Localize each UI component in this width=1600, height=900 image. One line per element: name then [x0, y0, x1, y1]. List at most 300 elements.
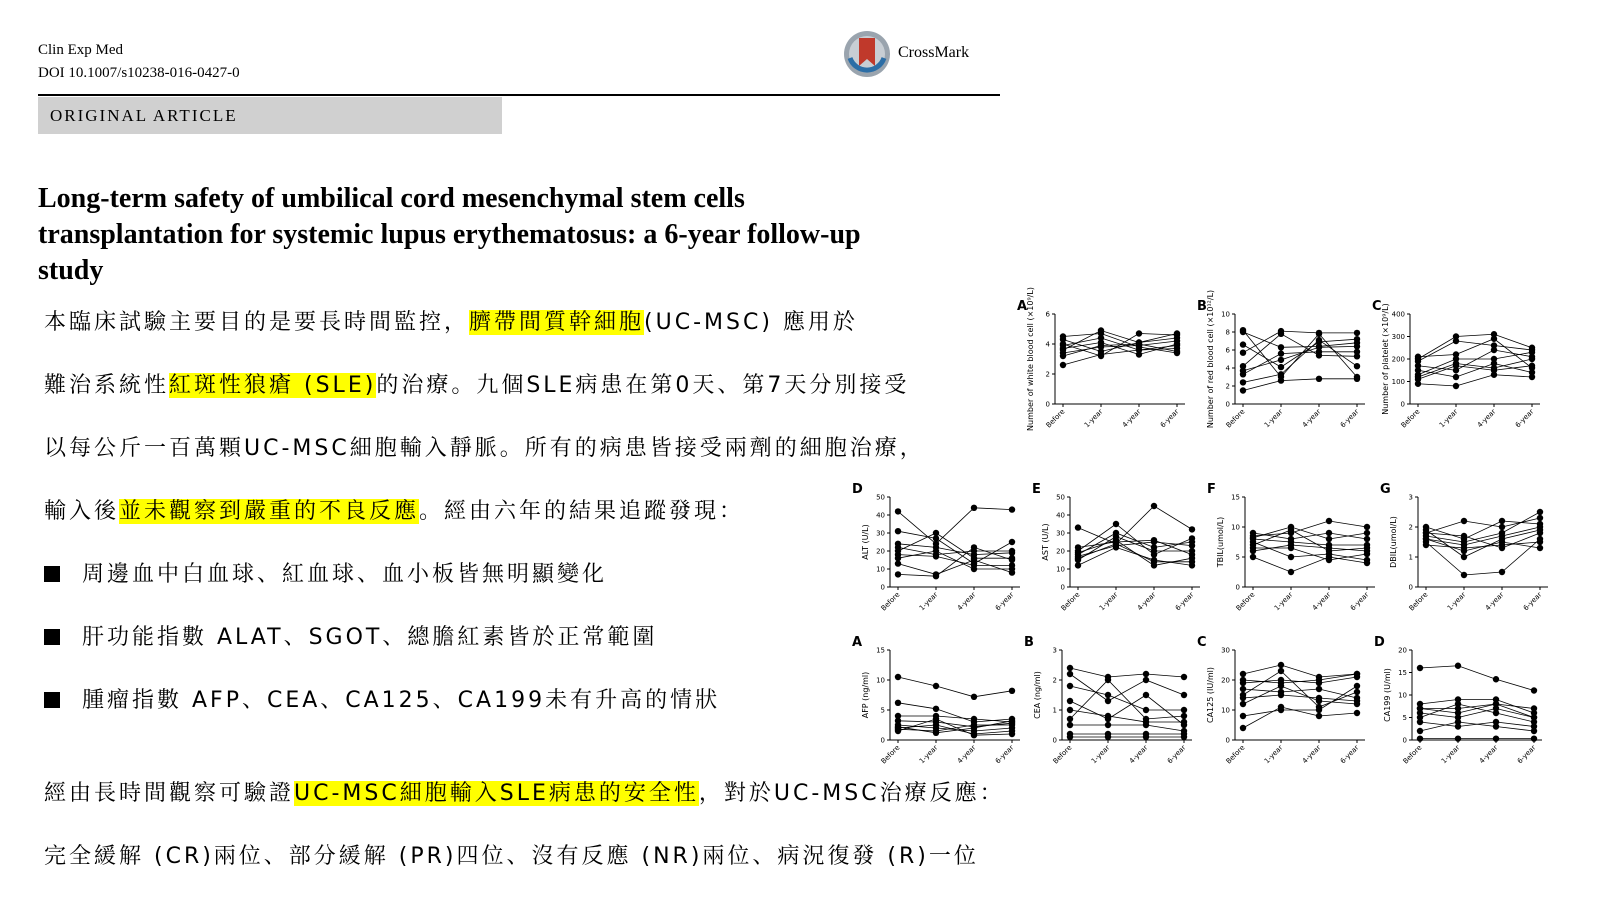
data-point	[1060, 362, 1066, 368]
data-point	[1326, 518, 1332, 524]
data-point	[1189, 559, 1195, 565]
series-line	[1070, 686, 1184, 710]
data-point	[933, 530, 939, 536]
data-point	[1453, 383, 1459, 389]
data-point	[1240, 725, 1246, 731]
data-point	[1529, 356, 1535, 362]
data-point	[1288, 536, 1294, 542]
data-point	[1364, 542, 1370, 548]
x-tick-label: 4-year	[1127, 743, 1150, 766]
series-line	[1078, 547, 1192, 565]
p1-text-b: (UC-MSC) 應用於	[644, 310, 858, 335]
x-tick-label: 4-year	[955, 590, 978, 613]
data-point	[1105, 734, 1111, 740]
data-point	[1240, 701, 1246, 707]
y-tick-label: 10	[1231, 523, 1240, 532]
paragraph-1	[44, 305, 858, 336]
data-point	[1278, 357, 1284, 363]
y-tick-label: 30	[1056, 529, 1065, 538]
p2-highlight: 紅斑性狼瘡 (SLE)	[169, 373, 377, 398]
y-tick-label: 0	[1052, 736, 1057, 745]
y-tick-label: 0	[1225, 400, 1230, 409]
chart-panel-a	[1015, 287, 1195, 453]
data-point	[971, 566, 977, 572]
data-point	[1417, 719, 1423, 725]
data-point	[1240, 387, 1246, 393]
chart-panel-f	[1205, 483, 1385, 636]
data-point	[1288, 530, 1294, 536]
data-point	[1143, 671, 1149, 677]
y-tick-label: 300	[1391, 333, 1405, 341]
data-point	[1098, 342, 1104, 348]
series-line	[898, 677, 1012, 697]
data-point	[1181, 692, 1187, 698]
data-point	[933, 683, 939, 689]
x-tick-label: 4-year	[1310, 590, 1333, 613]
data-point	[1364, 548, 1370, 554]
data-point	[1240, 327, 1246, 333]
chart-svg	[1015, 287, 1195, 449]
data-point	[1278, 371, 1284, 377]
article-type-band	[38, 97, 502, 134]
data-point	[1136, 351, 1142, 357]
journal-name: Clin Exp Med	[38, 42, 123, 58]
p4-text-b: 。經由六年的結果追蹤發現：	[419, 499, 745, 524]
data-point	[1240, 363, 1246, 369]
data-point	[895, 560, 901, 566]
y-tick-label: 8	[1225, 328, 1230, 337]
series-line	[1418, 341, 1532, 361]
p2-text-a: 難治系統性	[44, 373, 170, 398]
y-tick-label: 10	[1056, 565, 1065, 574]
y-tick-label: 0	[1045, 400, 1050, 409]
paragraph-3	[44, 431, 925, 462]
data-point	[1493, 701, 1499, 707]
data-point	[1531, 687, 1537, 693]
series-line	[1070, 725, 1184, 731]
data-point	[1098, 330, 1104, 336]
y-tick-label: 15	[876, 646, 885, 655]
data-point	[933, 730, 939, 736]
p1-highlight: 臍帶間質幹細胞	[469, 310, 645, 335]
data-point	[1364, 530, 1370, 536]
panel-letter: G	[1380, 482, 1391, 497]
data-point	[1354, 330, 1360, 336]
data-point	[1278, 328, 1284, 334]
data-point	[1075, 555, 1081, 561]
x-tick-label: 1-year	[1082, 407, 1105, 430]
chart-panel-d	[1372, 636, 1552, 789]
bullet-text: 周邊血中白血球、紅血球、血小板皆無明顯變化	[82, 562, 608, 587]
data-point	[1113, 521, 1119, 527]
data-point	[1189, 526, 1195, 532]
data-point	[1250, 554, 1256, 560]
data-point	[1423, 530, 1429, 536]
data-point	[1354, 698, 1360, 704]
series-line	[898, 703, 1012, 722]
chart-svg	[1372, 636, 1552, 785]
data-point	[1354, 349, 1360, 355]
data-point	[1113, 530, 1119, 536]
data-point	[1491, 365, 1497, 371]
y-axis-label: CA125 (IU/ml)	[1206, 666, 1215, 724]
panel-letter: F	[1207, 482, 1216, 497]
data-point	[1461, 542, 1467, 548]
data-point	[1354, 363, 1360, 369]
data-point	[1326, 536, 1332, 542]
data-point	[1455, 710, 1461, 716]
data-point	[1423, 536, 1429, 542]
series-line	[1078, 544, 1192, 562]
data-point	[1278, 704, 1284, 710]
p3-text: 以每公斤一百萬顆UC-MSC細胞輸入靜脈。所有的病患皆接受兩劑的細胞治療，	[44, 436, 925, 461]
y-tick-label: 30	[1221, 646, 1230, 655]
y-tick-label: 3	[1052, 646, 1057, 655]
chart-svg	[1022, 636, 1202, 785]
data-point	[1529, 347, 1535, 353]
data-point	[971, 725, 977, 731]
data-point	[1240, 686, 1246, 692]
data-point	[1174, 330, 1180, 336]
data-point	[1316, 707, 1322, 713]
series-line	[1253, 539, 1367, 545]
x-tick-label: Before	[879, 590, 902, 613]
series-line	[1078, 524, 1192, 555]
data-point	[971, 694, 977, 700]
data-point	[1316, 337, 1322, 343]
data-point	[1143, 677, 1149, 683]
paragraph-2	[44, 368, 909, 399]
bullet-square-icon	[44, 566, 60, 582]
panel-letter: D	[852, 482, 863, 497]
data-point	[1316, 680, 1322, 686]
y-tick-label: 30	[876, 529, 885, 538]
data-point	[1181, 719, 1187, 725]
data-point	[895, 571, 901, 577]
y-tick-label: 0	[1060, 583, 1065, 592]
data-point	[1364, 524, 1370, 530]
series-line	[1426, 512, 1540, 542]
data-point	[1143, 692, 1149, 698]
chart-svg	[850, 636, 1030, 785]
data-point	[1364, 557, 1370, 563]
data-point	[971, 732, 977, 738]
series-line	[1078, 506, 1192, 544]
series-line	[1420, 722, 1534, 731]
series-line	[1253, 557, 1367, 572]
data-point	[1461, 533, 1467, 539]
data-point	[1288, 569, 1294, 575]
series-line	[1418, 350, 1532, 370]
data-point	[1174, 341, 1180, 347]
data-point	[1240, 695, 1246, 701]
x-tick-label: 4-year	[1475, 407, 1498, 430]
data-point	[1240, 379, 1246, 385]
x-tick-label: 1-year	[1262, 743, 1285, 766]
data-point	[1143, 734, 1149, 740]
panel-letter: B	[1197, 299, 1207, 314]
data-point	[1151, 537, 1157, 543]
data-point	[1278, 668, 1284, 674]
data-point	[1415, 358, 1421, 364]
data-point	[1189, 539, 1195, 545]
data-point	[1529, 369, 1535, 375]
y-tick-label: 10	[1221, 310, 1230, 319]
data-point	[971, 716, 977, 722]
x-tick-label: 6-year	[993, 743, 1016, 766]
x-tick-label: Before	[1224, 407, 1247, 430]
paragraph-4	[44, 494, 744, 525]
y-tick-label: 5	[1235, 553, 1240, 562]
data-point	[1075, 544, 1081, 550]
p6-text: 完全緩解 (CR)兩位、部分緩解 (PR)四位、沒有反應 (NR)兩位、病況復發 (R)一位	[44, 844, 979, 869]
x-tick-label: 1-year	[917, 743, 940, 766]
y-tick-label: 50	[876, 493, 885, 502]
data-point	[1105, 698, 1111, 704]
data-point	[1067, 683, 1073, 689]
x-tick-label: 6-year	[1338, 743, 1361, 766]
data-point	[1326, 551, 1332, 557]
data-point	[1009, 688, 1015, 694]
y-tick-label: 2	[1045, 370, 1050, 379]
x-tick-label: 6-year	[1165, 743, 1188, 766]
series-line	[1243, 677, 1357, 683]
data-point	[1181, 707, 1187, 713]
data-point	[1423, 524, 1429, 530]
chart-svg	[1030, 483, 1210, 632]
data-point	[971, 505, 977, 511]
series-line	[1070, 674, 1184, 701]
data-point	[1009, 557, 1015, 563]
p2-text-b: 的治療。九個SLE病患在第0天、第7天分別接受	[376, 373, 910, 398]
chart-svg	[1370, 300, 1550, 449]
data-point	[1455, 663, 1461, 669]
chart-panel-b	[1195, 289, 1375, 453]
series-line	[1253, 521, 1367, 536]
data-point	[1009, 506, 1015, 512]
panel-letter: A	[852, 635, 863, 650]
x-tick-label: 6-year	[993, 590, 1016, 613]
data-point	[1105, 692, 1111, 698]
data-point	[1499, 518, 1505, 524]
data-point	[1423, 542, 1429, 548]
data-point	[1316, 713, 1322, 719]
data-point	[1240, 680, 1246, 686]
data-point	[1240, 713, 1246, 719]
data-point	[1537, 545, 1543, 551]
data-point	[1181, 674, 1187, 680]
y-tick-label: 0	[1402, 736, 1407, 745]
y-tick-label: 20	[1221, 676, 1230, 685]
data-point	[1067, 671, 1073, 677]
chart-panel-g	[1378, 483, 1558, 636]
x-tick-label: 6-year	[1158, 407, 1181, 430]
data-point	[1067, 707, 1073, 713]
data-point	[933, 544, 939, 550]
data-point	[971, 544, 977, 550]
y-tick-label: 40	[1056, 511, 1065, 520]
y-tick-label: 50	[1056, 493, 1065, 502]
y-tick-label: 20	[1056, 547, 1065, 556]
data-point	[933, 716, 939, 722]
x-tick-label: 4-year	[1477, 743, 1500, 766]
data-point	[895, 528, 901, 534]
x-tick-label: Before	[1224, 743, 1247, 766]
header-rule	[38, 94, 1000, 96]
y-tick-label: 2	[1408, 523, 1413, 532]
data-point	[1531, 735, 1537, 741]
p5-highlight: UC-MSC細胞輸入SLE病患的安全性	[294, 781, 699, 806]
x-tick-label: 1-year	[917, 590, 940, 613]
chart-svg	[1195, 636, 1375, 785]
series-line	[1070, 668, 1184, 677]
data-point	[1316, 695, 1322, 701]
data-point	[1316, 376, 1322, 382]
data-point	[1354, 710, 1360, 716]
article-type: ORIGINAL ARTICLE	[50, 106, 238, 125]
data-point	[1181, 734, 1187, 740]
data-point	[1537, 530, 1543, 536]
crossmark-badge[interactable]	[842, 28, 1002, 80]
data-point	[1453, 374, 1459, 380]
data-point	[1316, 349, 1322, 355]
data-point	[1493, 723, 1499, 729]
x-tick-label: 1-year	[1272, 590, 1295, 613]
y-tick-label: 4	[1225, 364, 1230, 373]
data-point	[1415, 374, 1421, 380]
data-point	[1136, 341, 1142, 347]
x-tick-label: 1-year	[1439, 743, 1462, 766]
series-line	[1253, 527, 1367, 539]
data-point	[1453, 367, 1459, 373]
data-point	[1417, 705, 1423, 711]
data-point	[1417, 665, 1423, 671]
data-point	[1009, 718, 1015, 724]
data-point	[1461, 518, 1467, 524]
y-tick-label: 5	[1402, 714, 1407, 722]
panel-letter: E	[1032, 482, 1041, 497]
data-point	[1499, 545, 1505, 551]
x-tick-label: Before	[1044, 407, 1067, 430]
data-point	[1060, 345, 1066, 351]
x-tick-label: Before	[879, 743, 902, 766]
bullet-text: 肝功能指數 ALAT、SGOT、總膽紅素皆於正常範圍	[82, 625, 658, 650]
y-axis-label: Number of platelet (×10⁹/L)	[1381, 303, 1390, 415]
y-tick-label: 15	[1231, 493, 1240, 502]
x-tick-label: 1-year	[1089, 743, 1112, 766]
p4-text-a: 輸入後	[44, 499, 120, 524]
data-point	[1493, 676, 1499, 682]
data-point	[1240, 350, 1246, 356]
y-axis-label: CA199 (U/ml)	[1383, 668, 1392, 722]
y-axis-label: CEA (ng/ml)	[1033, 671, 1042, 719]
data-point	[895, 541, 901, 547]
data-point	[1278, 692, 1284, 698]
data-point	[1278, 662, 1284, 668]
data-point	[1316, 331, 1322, 337]
data-point	[1455, 719, 1461, 725]
chart-panel-b	[1022, 636, 1202, 789]
data-point	[1326, 530, 1332, 536]
x-tick-label: 4-year	[1483, 590, 1506, 613]
p1-text-a: 本臨床試驗主要目的是要長時間監控，	[44, 310, 470, 335]
x-tick-label: 4-year	[1300, 407, 1323, 430]
data-point	[1453, 360, 1459, 366]
bullet-3	[44, 683, 720, 714]
data-point	[1105, 722, 1111, 728]
x-tick-label: Before	[1399, 407, 1422, 430]
x-tick-label: 6-year	[1338, 407, 1361, 430]
series-line	[1243, 346, 1357, 370]
data-point	[1288, 554, 1294, 560]
y-tick-label: 400	[1391, 310, 1405, 319]
data-point	[1278, 677, 1284, 683]
chart-svg	[1195, 289, 1375, 449]
data-point	[1537, 509, 1543, 515]
y-tick-label: 10	[1398, 691, 1407, 700]
data-point	[895, 674, 901, 680]
data-point	[1453, 338, 1459, 344]
data-point	[1278, 364, 1284, 370]
data-point	[1499, 533, 1505, 539]
y-tick-label: 1	[1408, 553, 1413, 562]
data-point	[1491, 336, 1497, 342]
data-point	[1105, 713, 1111, 719]
doi: DOI 10.1007/s10238-016-0427-0	[38, 65, 240, 81]
data-point	[1364, 536, 1370, 542]
y-tick-label: 2	[1052, 676, 1057, 685]
bullet-text: 腫瘤指數 AFP、CEA、CA125、CA199未有升高的情狀	[82, 688, 721, 713]
data-point	[1531, 705, 1537, 711]
data-point	[1060, 353, 1066, 359]
x-tick-label: 4-year	[1120, 407, 1143, 430]
p5-text-b: ，對於UC-MSC治療反應：	[698, 781, 1005, 806]
data-point	[1354, 340, 1360, 346]
data-point	[1151, 559, 1157, 565]
data-point	[1537, 524, 1543, 530]
y-tick-label: 10	[876, 676, 885, 685]
data-point	[1067, 665, 1073, 671]
data-point	[1136, 330, 1142, 336]
data-point	[1354, 674, 1360, 680]
x-tick-label: 1-year	[1445, 590, 1468, 613]
y-tick-label: 20	[1398, 646, 1407, 655]
x-tick-label: 1-year	[1437, 407, 1460, 430]
data-point	[1417, 728, 1423, 734]
data-point	[1067, 734, 1073, 740]
data-point	[1009, 550, 1015, 556]
series-line	[1420, 709, 1534, 718]
data-point	[1151, 544, 1157, 550]
data-point	[1240, 671, 1246, 677]
data-point	[1009, 539, 1015, 545]
x-tick-label: 4-year	[955, 743, 978, 766]
data-point	[1288, 542, 1294, 548]
chart-panel-e	[1030, 483, 1210, 636]
data-point	[1531, 728, 1537, 734]
x-tick-label: 4-year	[1135, 590, 1158, 613]
y-tick-label: 100	[1391, 378, 1405, 386]
series-line	[1418, 375, 1532, 386]
p4-highlight: 並未觀察到嚴重的不良反應	[119, 499, 420, 524]
y-tick-label: 0	[880, 583, 885, 592]
data-point	[1278, 344, 1284, 350]
x-tick-label: 6-year	[1515, 743, 1538, 766]
data-point	[933, 573, 939, 579]
paper-title: Long-term safety of umbilical cord mesenchymal stem cells transplantation for systemic lupus erythematosus: a 6-year follow-up study	[38, 183, 861, 286]
y-axis-label: TBIL(umol/L)	[1216, 516, 1225, 568]
x-tick-label: Before	[1051, 743, 1074, 766]
